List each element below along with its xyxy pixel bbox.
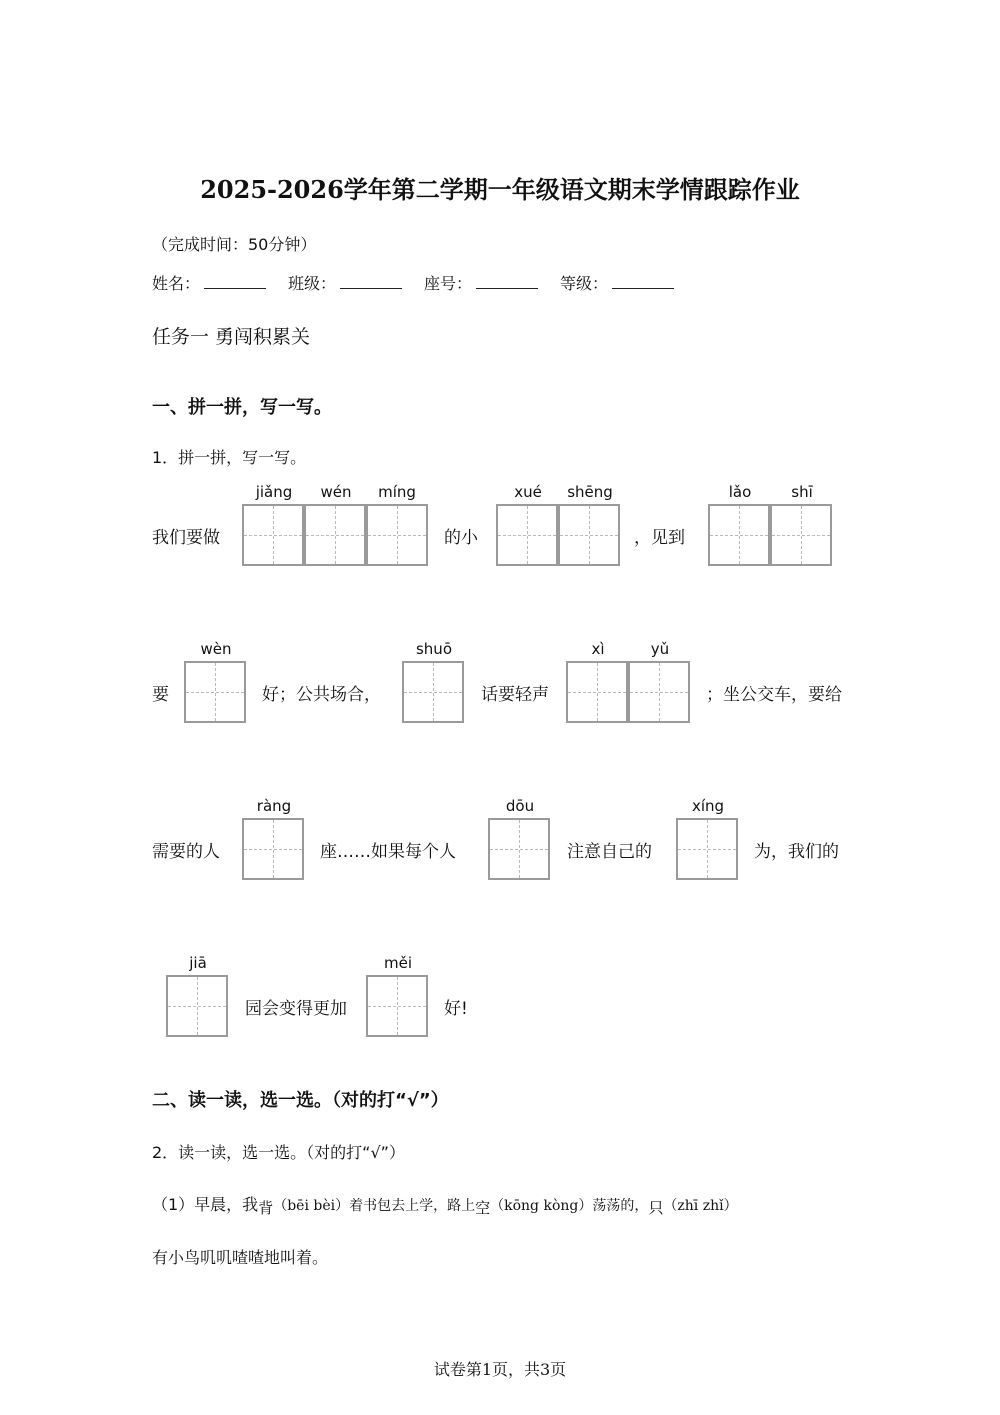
choice-bei[interactable]: （bēi bèi）着书包去上学，路上 <box>273 1198 476 1214</box>
question-1: 1．拼一拼，写一写。 <box>152 448 307 467</box>
seat-blank[interactable] <box>476 272 538 289</box>
section-heading-1: 一、拼一拼，写一写。 <box>152 397 332 418</box>
question-2: 2．读一读，选一选。（对的打“√”） <box>152 1143 405 1162</box>
student-info-line <box>152 271 696 294</box>
pinyin-label: xì <box>591 640 605 658</box>
question-2-1-line2: 有小鸟叽叽喳喳地叫着。 <box>152 1248 329 1267</box>
pinyin-label: xíng <box>691 797 725 815</box>
writing-box[interactable] <box>628 661 690 723</box>
row3-text-2: 座……如果每个人 <box>320 842 456 862</box>
row4-text-1: 园会变得更加 <box>245 999 347 1019</box>
char-bei: 背 <box>258 1199 274 1217</box>
q2-1-part-a: （1）早晨，我 <box>152 1195 259 1214</box>
name-field[interactable] <box>152 271 266 294</box>
grade-label: 等级： <box>560 274 609 293</box>
seat-field[interactable] <box>424 271 538 294</box>
writing-box[interactable] <box>770 504 832 566</box>
writing-box[interactable] <box>496 504 558 566</box>
grade-field[interactable] <box>560 271 674 294</box>
pinyin-label: xué <box>514 483 542 501</box>
class-field[interactable] <box>288 271 402 294</box>
pinyin-label: wén <box>320 483 352 501</box>
writing-box[interactable] <box>242 818 304 880</box>
writing-box[interactable] <box>558 504 620 566</box>
pinyin-label: yǔ <box>650 640 670 658</box>
row3-text-1: 需要的人 <box>152 842 220 862</box>
writing-box[interactable] <box>166 975 228 1037</box>
char-kong: 空 <box>475 1199 491 1217</box>
writing-box[interactable] <box>566 661 628 723</box>
choice-zhi[interactable]: （zhī zhǐ） <box>663 1198 738 1214</box>
row2-text-2: 好；公共场合， <box>262 685 381 705</box>
writing-box[interactable] <box>676 818 738 880</box>
pinyin-label: jiā <box>189 954 207 972</box>
pinyin-label: míng <box>378 483 416 501</box>
pinyin-label: lǎo <box>728 483 752 501</box>
choice-kong[interactable]: （kōng kòng）荡荡的， <box>490 1198 649 1214</box>
writing-box[interactable] <box>242 504 304 566</box>
grade-blank[interactable] <box>612 272 674 289</box>
pinyin-label: shuō <box>415 640 452 658</box>
pinyin-label: ràng <box>256 797 292 815</box>
writing-box[interactable] <box>184 661 246 723</box>
completion-time: （完成时间：50分钟） <box>152 235 317 254</box>
page-title: 2025-2026学年第二学期一年级语文期末学情跟踪作业 <box>200 175 800 204</box>
row2-text-4: ；坐公交车，要给 <box>706 685 842 705</box>
seat-label: 座号： <box>424 274 473 293</box>
pinyin-label: wèn <box>200 640 232 658</box>
pinyin-label: shī <box>791 483 813 501</box>
row3-text-4: 为，我们的 <box>754 842 839 862</box>
task-heading: 任务一 勇闯积累关 <box>152 326 311 348</box>
writing-box[interactable] <box>366 975 428 1037</box>
row2-text-3: 话要轻声 <box>481 685 549 705</box>
name-blank[interactable] <box>204 272 266 289</box>
row2-text-1: 要 <box>152 685 169 705</box>
pinyin-label: jiǎng <box>255 483 293 501</box>
writing-box[interactable] <box>304 504 366 566</box>
class-blank[interactable] <box>340 272 402 289</box>
row4-text-2: 好! <box>444 999 468 1019</box>
writing-box[interactable] <box>488 818 550 880</box>
pinyin-label: shēng <box>567 483 613 501</box>
class-label: 班级： <box>288 274 337 293</box>
row1-text-2: 的小 <box>444 528 478 548</box>
pinyin-label: dōu <box>505 797 535 815</box>
pinyin-label: měi <box>383 954 412 972</box>
row1-text-3: ，见到 <box>634 528 685 548</box>
writing-box[interactable] <box>402 661 464 723</box>
name-label: 姓名： <box>152 274 201 293</box>
writing-box[interactable] <box>366 504 428 566</box>
row3-text-3: 注意自己的 <box>567 842 652 862</box>
char-zhi: 只 <box>648 1199 664 1217</box>
row1-text-1: 我们要做 <box>152 528 220 548</box>
section-heading-2: 二、读一读，选一选。（对的打“√”） <box>152 1090 449 1111</box>
page-footer: 试卷第1页，共3页 <box>433 1360 567 1379</box>
writing-box[interactable] <box>708 504 770 566</box>
question-2-1 <box>152 1192 738 1215</box>
